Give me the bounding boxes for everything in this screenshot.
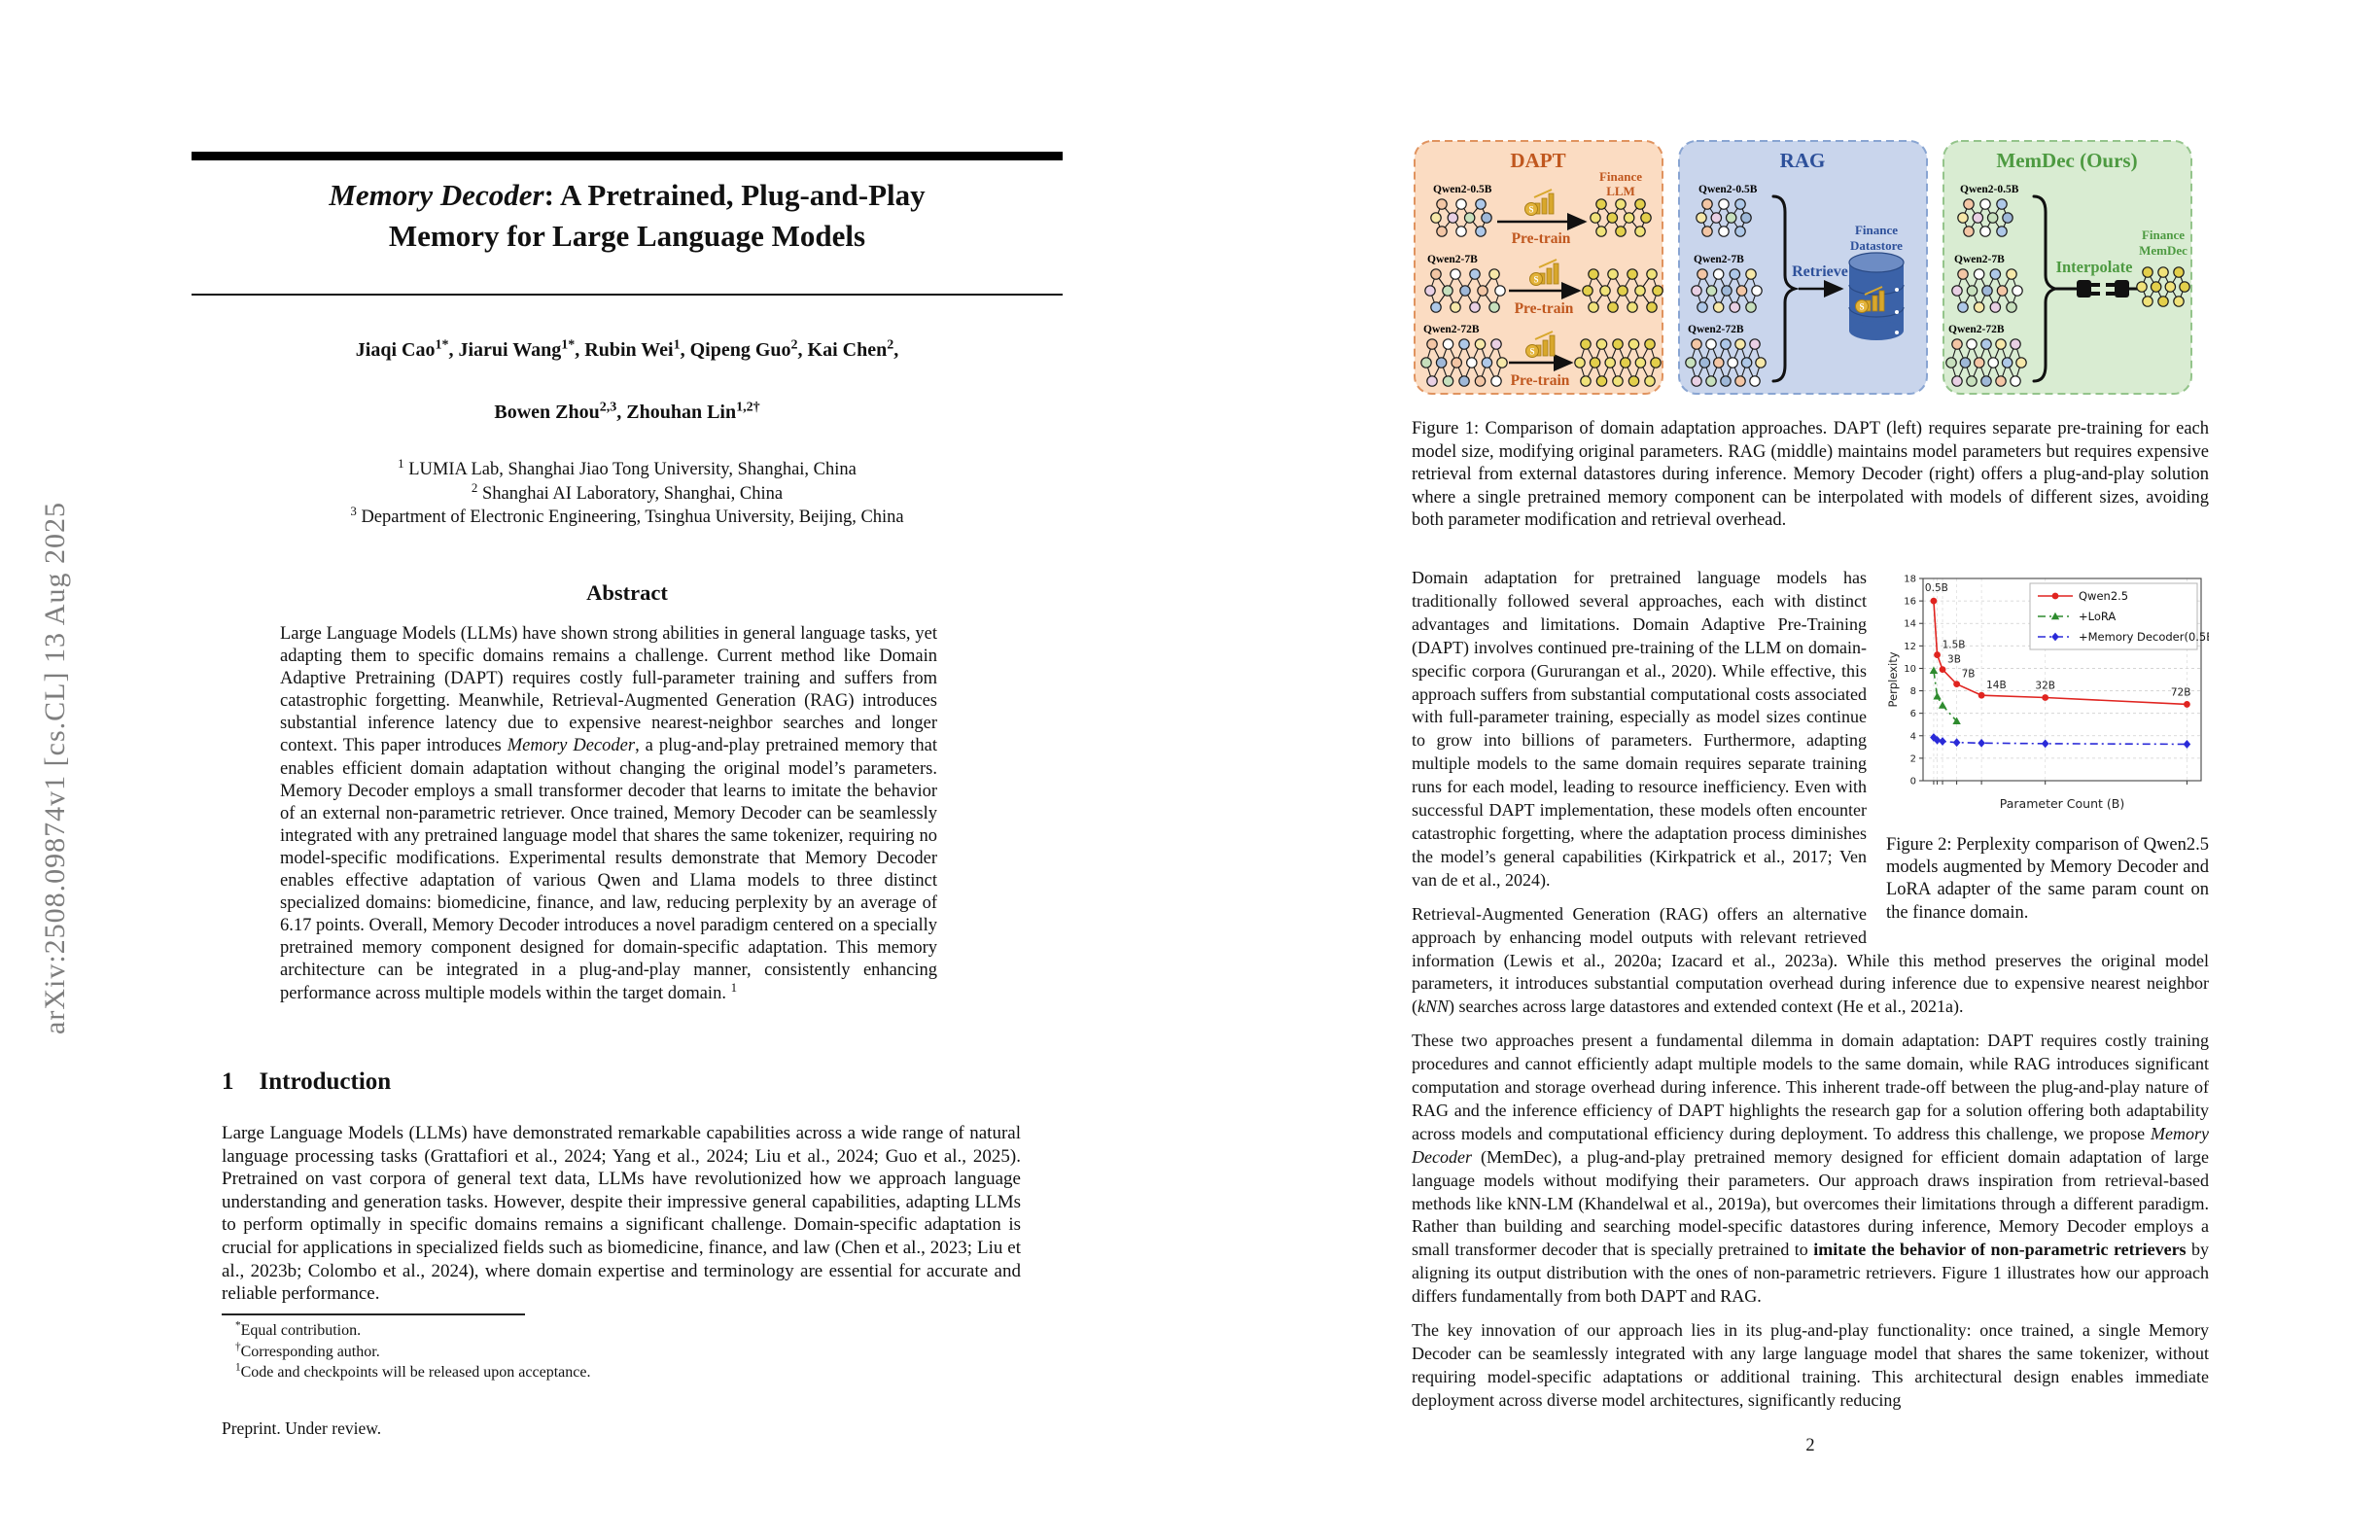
title-bottom-rule [192,294,1063,296]
svg-text:4: 4 [1909,731,1916,743]
memdec-output-label-finance: Finance [2141,228,2186,242]
footnote-equal-contribution: *Equal contribution. [235,1319,362,1339]
svg-text:72B: 72B [2170,686,2191,699]
svg-text:14: 14 [1904,618,1916,630]
svg-text:Qwen2.5: Qwen2.5 [2079,589,2129,603]
footnote-corresponding-author: †Corresponding author. [235,1341,380,1360]
rag-datastore-label-finance: Finance [1854,223,1899,237]
affiliation-3: $^3$ Department of Electronic Engineering, Tsinghua University, Beijing, China [350,503,904,527]
figure-1-caption: Figure 1: Comparison of domain adaptation approaches. DAPT (left) requires separate pre-training for each model size, modifying original parameters. RAG (middle) maintains model parameters but requires expensive retrieval from external datastores during inference. Memory Decoder (right) offers a plug-and-play solution where a single pretrained memory component can be interpolated with models of different sizes, avoiding both parameter modification and retrieval overhead. [1412,419,2209,531]
preprint-note: Preprint. Under review. [222,1418,382,1438]
svg-text:1.5B: 1.5B [1942,639,1966,651]
svg-text:0.5B: 0.5B [1924,582,1948,595]
section-1-number: 1 [222,1068,234,1095]
paper-title [192,175,1063,257]
svg-text:0: 0 [1909,776,1916,788]
svg-text:6: 6 [1909,709,1916,720]
dapt-model-label-1: Qwen2-7B [1427,254,1478,265]
svg-text:10: 10 [1904,663,1916,675]
dapt-model-label-0: Qwen2-0.5B [1433,184,1492,195]
svg-text:32B: 32B [2035,680,2055,692]
page2-body [1412,567,2209,1423]
rag-model-label-2: Qwen2-72B [1688,324,1744,335]
dapt-output-label-llm: LLM [1606,184,1635,198]
svg-text:18: 18 [1904,574,1916,585]
memdec-panel-title: MemDec (Ours) [1996,149,2138,172]
dapt-model-label-2: Qwen2-72B [1423,324,1480,335]
svg-text:16: 16 [1904,596,1916,608]
figure-1-diagram [1412,138,2209,397]
section-1-heading [222,1068,391,1096]
paper-title-line2: Memory for Large Language Models [388,219,866,253]
abstract-text: Large Language Models (LLMs) have shown strong abilities in general language tasks, yet adapting them to specific domains remains a challenge. Current method like Domain Adaptive Pretraining (DAPT) requires costly full-parameter training and suffers from catastrophic forgetting. Meanwhile, Retrieval-Augmented Generation (RAG) introduces substantial inference latency due to expensive nearest-neighbor searches and longer context. This paper introduces Memory Decoder, a plug-and-play pretrained memory that enables efficient domain adaptation without changing the original model’s parameters. Memory Decoder employs a small transformer decoder that learns to imitate the behavior of an external non-parametric retriever. Once trained, Memory Decoder can be seamlessly integrated with any pretrained language model that shares the same tokenizer, requiring no model-specific modifications. Experimental results demonstrate that Memory Decoder enables effective adaptation of various Qwen and Llama models to three distinct specialized domains: biomedicine, finance, and law, reducing perplexity by an average of 6.17 points. Overall, Memory Decoder introduces a novel paradigm centered on a specially pretrained memory component designed for domain-specific adaptation. This memory architecture can be integrated in a plug-and-play manner, consistently enhancing performance across multiple models within the target domain. $^1$ [280,624,937,1003]
dapt-panel-title: DAPT [1510,149,1566,172]
arxiv-sidebar-label: arXiv:2508.09874v1 [cs.CL] 13 Aug 2025 [39,502,71,1034]
rag-model-label-0: Qwen2-0.5B [1698,184,1758,195]
svg-text:14B: 14B [1986,680,2007,692]
figure1-panel-dapt [1415,141,1662,394]
rag-panel-title: RAG [1779,149,1826,172]
figure-2-caption: Figure 2: Perplexity comparison of Qwen2.5 models augmented by Memory Decoder and LoRA adapter of the same param count on the finance domain. [1886,834,2209,923]
rag-model-label-1: Qwen2-7B [1694,254,1744,265]
svg-text:Parameter Count (B): Parameter Count (B) [1999,796,2125,811]
memdec-arrow-label: Interpolate [2055,258,2133,276]
page-2 [1190,0,2380,1540]
rag-datastore-label-datastore: Datastore [1850,238,1903,253]
title-top-rule [192,152,1063,160]
svg-text:8: 8 [1909,686,1916,698]
affiliations [192,455,1063,530]
footnotes [222,1320,902,1383]
affiliation-2: $^2$ Shanghai AI Laboratory, Shanghai, China [471,479,784,504]
dapt-arrow-label-0: Pre-train [1511,230,1571,247]
paper-title-line1: Memory Decoder: A Pretrained, Plug-and-Play [329,178,926,212]
svg-text:3B: 3B [1947,653,1961,666]
abstract-heading: Abstract [586,580,668,605]
memdec-model-label-2: Qwen2-72B [1948,324,2005,335]
rag-arrow-label: Retrieve [1792,263,1848,280]
authors-line-2: Bowen Zhou$^{2,3}$, Zhouhan Lin$^{1,2\dagger}$ [494,400,760,423]
figure-2-chart [1886,567,2209,822]
paragraph-key-innovation: The key innovation of our approach lies in its plug-and-play functionality: once trained, a single Memory Decoder can be seamlessly integrated with any large language model that shares the same tokenizer, without requiring model-specific adaptations or additional training. This architectural design enables immediate deployment across diverse model architectures, significantly reducing [1412,1320,2209,1410]
svg-text:Perplexity: Perplexity [1886,651,1900,708]
dapt-output-label-finance: Finance [1598,169,1643,184]
svg-text:+Memory Decoder(0.5B): +Memory Decoder(0.5B) [2079,630,2209,644]
memdec-model-label-1: Qwen2-7B [1954,254,2005,265]
authors-line-1: Jiaqi Cao$^{1*}$, Jiarui Wang$^{1*}$, Rubin Wei$^1$, Qipeng Guo$^2$, Kai Chen$^2$, [355,337,899,361]
affiliation-1: $^1$ LUMIA Lab, Shanghai Jiao Tong University, Shanghai, China [398,455,857,479]
svg-text:7B: 7B [1961,668,1976,681]
svg-text:+LoRA: +LoRA [2079,610,2117,623]
introduction-text: Large Language Models (LLMs) have demonstrated remarkable capabilities across a wide range of natural language processing tasks (Grattafiori et al., 2024; Yang et al., 2024; Liu et al., 2024; Guo et al., 2025). Pretrained on vast corpora of general text data, LLMs have revolutionized how we approach language understanding and generation tasks. However, despite their impressive general capabilities, adapting LLMs to perform optimally in specific domains remains a significant challenge. Domain-specific adaptation is crucial for applications in specialized fields such as biomedicine, finance, and law (Chen et al., 2023; Liu et al., 2023b; Colombo et al., 2024), where domain expertise and terminology are essential for accurate and reliable performance. [222,1123,1021,1305]
paragraph-dilemma: These two approaches present a fundamental dilemma in domain adaptation: DAPT requires costly training procedures and cannot efficiently adapt multiple models to the same domain, while RAG introduces significant computation and storage overhead during inference. This inherent trade-off between the plug-and-play nature of RAG and the inference efficiency of DAPT highlights the research gap for a solution offering both adaptability across models and computational efficiency during deployment. To address this challenge, we propose Memory Decoder (MemDec), a plug-and-play pretrained memory designed for efficient domain adaptation of large language models without modifying their parameters. Our approach draws inspiration from retrieval-based methods like kNN-LM (Khandelwal et al., 2019a), but overcomes their limitations through a different paradigm. Rather than building and searching model-specific datastores during inference, Memory Decoder employs a small transformer decoder that is specially pretrained to imitate the behavior of non-parametric retrievers by aligning its output distribution with the ones of non-parametric retrievers. Figure 1 illustrates how our approach differs fundamentally from both DAPT and RAG. [1412,1031,2209,1307]
memdec-model-label-0: Qwen2-0.5B [1960,184,2019,195]
memdec-output-label-memdec: MemDec [2139,243,2188,258]
page-number: 2 [1805,1436,1815,1455]
footnote-code-release: $^1$Code and checkpoints will be released upon acceptance. [235,1361,591,1381]
paragraph-rag: Retrieval-Augmented Generation (RAG) offers an alternative approach by enhancing model outputs with relevant retrieved information (Lewis et al., 2020a; Izacard et al., 2023a). While this method preserves the original model parameters, it introduces substantial computation overhead during inference due to expensive nearest neighbor (kNN) searches across large datastores and extended context (He et al., 2021a). [1412,903,2209,1017]
dapt-arrow-label-1: Pre-train [1514,300,1574,317]
figure-2 [1886,567,2209,925]
figure1-panel-memdec [1943,141,2191,394]
svg-text:2: 2 [1909,753,1916,765]
section-1-title: Introduction [259,1068,392,1095]
database-icon [1849,253,1904,340]
paragraph-domain-adaptation: Domain adaptation for pretrained language models has traditionally followed several approaches, each with distinct advantages and limitations. Domain Adaptive Pre-Training (DAPT) involves continued pre-training of the LLM on domain-specific corpora (Gururangan et al., 2020). While effective, this approach suffers from substantial computational costs associated with full-parameter training, especially as model sizes continue to grow into billions of parameters. Furthermore, adapting multiple models to the same domain requires separate training runs for each model, leading to resource inefficiency. Even with successful DAPT implementation, these models often encounter catastrophic forgetting, where the adaptation process diminishes the model’s general capabilities (Kirkpatrick et al., 2017; Ven van de et al., 2024). [1412,568,1867,890]
footnote-rule [222,1313,525,1315]
dapt-arrow-label-2: Pre-train [1510,372,1570,389]
svg-text:12: 12 [1904,641,1916,652]
